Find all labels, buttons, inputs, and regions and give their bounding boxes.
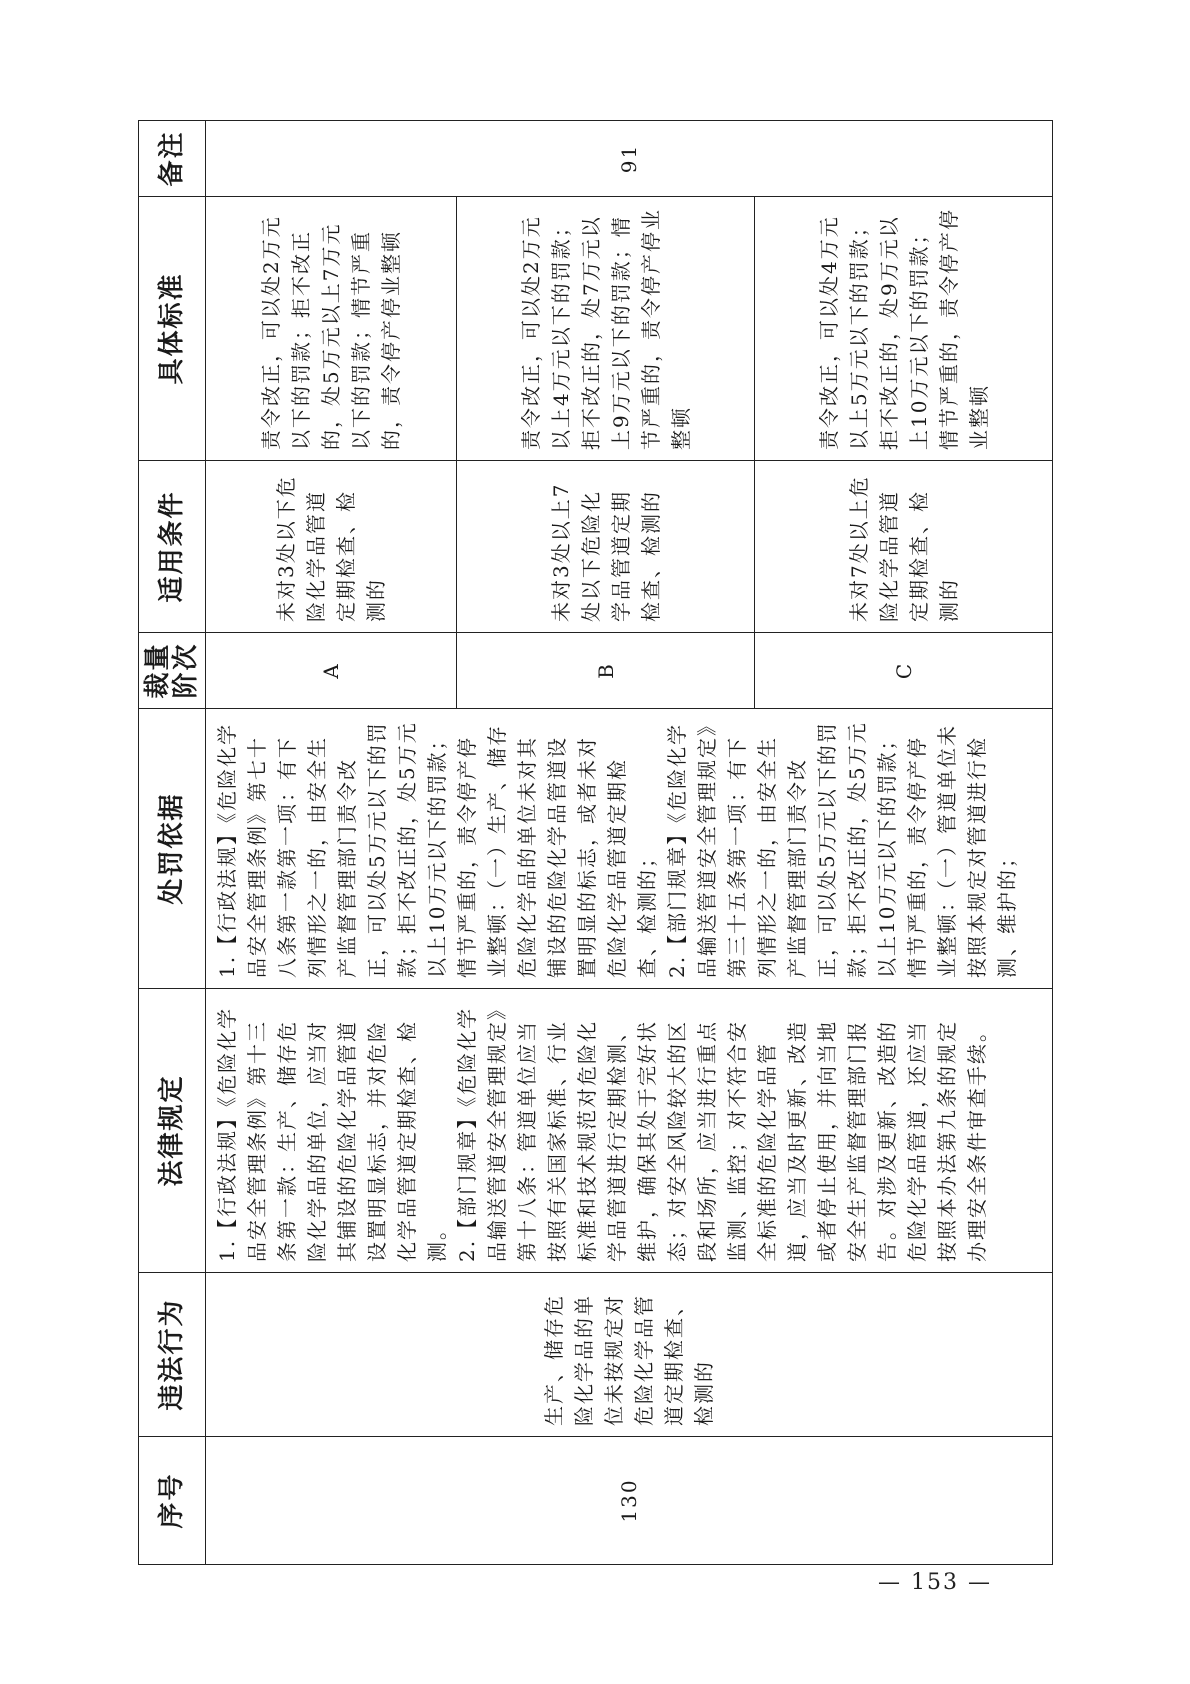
header-basis: 处罚依据 bbox=[139, 709, 206, 989]
rotated-table-wrapper bbox=[138, 121, 1053, 1565]
condition-cell-b: 未对3处以上7处以下危险化学品管道定期检查、检测的 bbox=[457, 461, 755, 633]
header-condition: 适用条件 bbox=[139, 461, 206, 633]
penalty-table bbox=[138, 120, 1053, 1565]
law-cell bbox=[206, 989, 1053, 1273]
level-cell-b: B bbox=[457, 633, 755, 709]
law-paragraph-1: 1.【行政法规】《危险化学品安全管理条例》第十三条第一款：生产、储存危险化学品的单位，应当对其铺设的危险化学品管道设置明显标志，并对危险化学品管道定期检查、检测。 bbox=[215, 1006, 449, 1262]
seq-cell: 130 bbox=[206, 1437, 1053, 1565]
level-cell-c: C bbox=[755, 633, 1053, 709]
header-law: 法律规定 bbox=[139, 989, 206, 1273]
standard-cell-c: 责令改正，可以处4万元以上5万元以下的罚款；拒不改正的，处9万元以上10万元以下的罚款；情节严重的，责令停产停业整顿 bbox=[755, 197, 1053, 461]
header-seq: 序号 bbox=[139, 1437, 206, 1565]
header-row bbox=[139, 121, 206, 1565]
header-level: 裁量阶次 bbox=[139, 633, 206, 709]
header-behavior: 违法行为 bbox=[139, 1273, 206, 1437]
behavior-cell: 生产、储存危险化学品的单位未按规定对危险化学品管道定期检查、检测的 bbox=[206, 1273, 1053, 1437]
standard-cell-a: 责令改正，可以处2万元以下的罚款；拒不改正的，处5万元以上7万元以下的罚款；情节严重的，责令停产停业整顿 bbox=[206, 197, 457, 461]
page-number: — 153 — bbox=[878, 1570, 992, 1595]
basis-cell bbox=[206, 709, 1053, 989]
standard-cell-b: 责令改正，可以处2万元以上4万元以下的罚款；拒不改正的，处7万元以上9万元以下的罚款；情节严重的，责令停产停业整顿 bbox=[457, 197, 755, 461]
basis-paragraph-2: 2.【部门规章】《危险化学品输送管道安全管理规定》第三十五条第一项：有下列情形之一的，由安全生产监督管理部门责令改正，可以处5万元以下的罚款；拒不改正的，处5万元以上10万元以下的罚款；情节严重的，责令停产停业整顿：（一）管道单位未按照本规定对管道进行检测、维护的； bbox=[665, 721, 1019, 978]
header-standard: 具体标准 bbox=[139, 197, 206, 461]
basis-paragraph-1: 1.【行政法规】《危险化学品安全管理条例》第七十八条第一款第一项：有下列情形之一的，由安全生产监督管理部门责令改正，可以处5万元以下的罚款；拒不改正的，处5万元以上10万元以下的罚款；情节严重的，责令停产停业整顿：（一）生产、储存危险化学品的单位未对其铺设的危险化学品管道设置明显的标志，或者未对危险化学品管道定期检查、检测的； bbox=[215, 721, 659, 978]
level-cell-a: A bbox=[206, 633, 457, 709]
law-paragraph-2: 2.【部门规章】《危险化学品输送管道安全管理规定》第十八条：管道单位应当按照有关国家标准、行业标准和技术规范对危险化学品管道进行定期检测、维护，确保其处于完好状态；对安全风险较大的区段和场所，应当进行重点监测、监控；对不符合安全标准的危险化学品管道，应当及时更新、改造或者停止使用，并向当地安全生产监督管理部门报告。对涉及更新、改造的危险化学品管道，还应当按照本办法第九条的规定办理安全条件审查手续。 bbox=[455, 1006, 989, 1262]
condition-cell-a: 未对3处以下危险化学品管道定期检查、检测的 bbox=[206, 461, 457, 633]
condition-cell-c: 未对7处以上危险化学品管道定期检查、检测的 bbox=[755, 461, 1053, 633]
header-note: 备注 bbox=[139, 121, 206, 197]
note-cell: 91 bbox=[206, 121, 1053, 197]
tier-row-a bbox=[206, 121, 457, 1565]
